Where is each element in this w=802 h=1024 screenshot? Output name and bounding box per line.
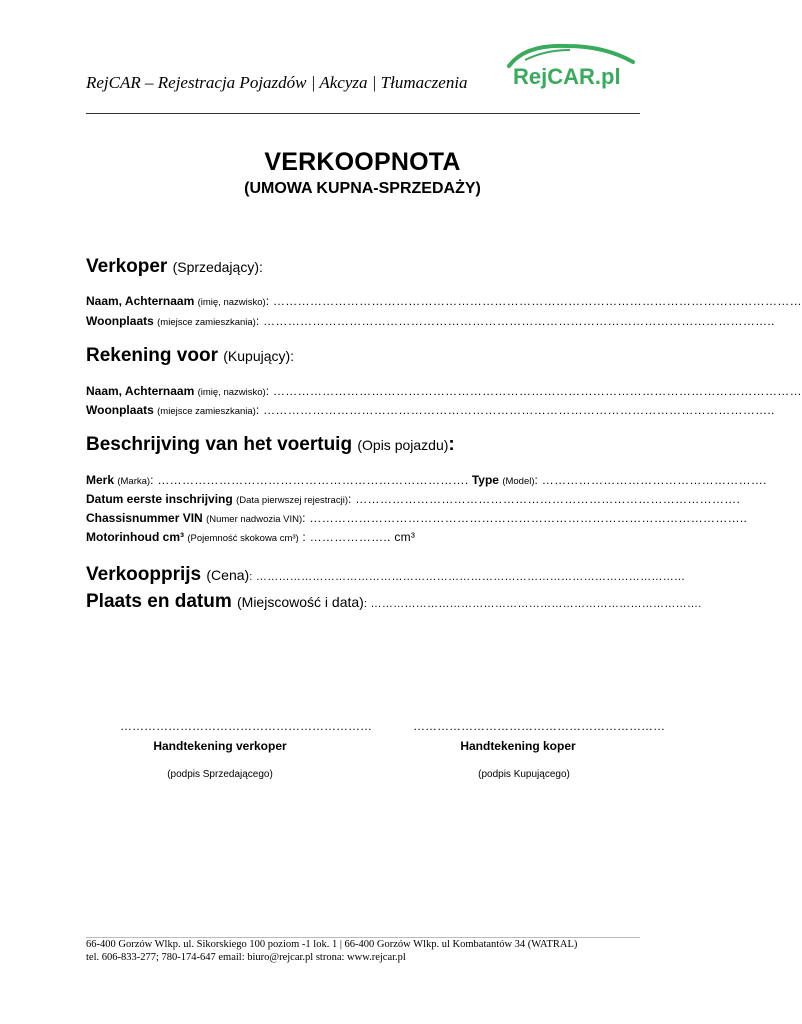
vehicle-heading	[86, 434, 455, 456]
buyer-residence-label: Woonplaats	[86, 403, 154, 417]
buyer-heading-note: (Kupujący):	[223, 348, 295, 364]
vehicle-heading-colon: :	[448, 434, 455, 455]
seller-name-line[interactable]: : …………………………………………………………………………………………………………………	[265, 294, 802, 308]
vin-label: Chassisnummer VIN	[86, 511, 203, 525]
seller-signature-line[interactable]: ………………………………………………………	[120, 719, 372, 733]
type-note: (Model)	[502, 476, 535, 487]
engine-capacity-label: Motorinhoud cm³	[86, 530, 184, 544]
buyer-signature-note: (podpis Kupującego)	[478, 769, 570, 780]
header-text: RejCAR – Rejestracja Pojazdów | Akcyza | Tłumaczenia	[86, 73, 468, 92]
seller-residence-field[interactable]	[86, 314, 775, 328]
seller-residence-line[interactable]: : ……………………………………………………………………………………………………………..	[255, 314, 775, 328]
buyer-heading	[86, 345, 294, 367]
price-note: (Cena)	[206, 567, 250, 583]
buyer-signature-line[interactable]: ………………………………………………………	[413, 719, 665, 733]
footer-address: 66-400 Gorzów Wlkp. ul. Sikorskiego 100 poziom -1 lok. 1 | 66-400 Gorzów Wlkp. ul Kombatantów 34 (WATRAL)	[86, 939, 578, 950]
first-registration-field[interactable]	[86, 492, 740, 506]
seller-name-field[interactable]	[86, 294, 802, 308]
type-line[interactable]: : ……………………………………………….	[534, 473, 767, 487]
engine-capacity-note: (Pojemność skokowa cm³)	[187, 533, 299, 544]
make-note: (Marka)	[117, 476, 151, 487]
vin-field[interactable]	[86, 511, 747, 525]
document-title: VERKOOPNOTA	[264, 148, 461, 176]
buyer-signature-label: Handtekening koper	[460, 739, 576, 753]
seller-heading	[86, 256, 263, 278]
first-registration-label: Datum eerste inschrijving	[86, 492, 233, 506]
document-subtitle: (UMOWA KUPNA-SPRZEDAŻY)	[244, 180, 481, 197]
engine-capacity-line[interactable]: : ……………….. cm³	[298, 530, 416, 544]
seller-signature-label: Handtekening verkoper	[153, 739, 287, 753]
seller-signature-note: (podpis Sprzedającego)	[167, 769, 273, 780]
buyer-residence-line[interactable]: : ……………………………………………………………………………………………………………..	[255, 403, 775, 417]
header-divider	[86, 113, 640, 114]
price-field[interactable]	[86, 564, 685, 586]
engine-capacity-field[interactable]	[86, 530, 415, 544]
seller-name-note: (imię, nazwisko)	[197, 297, 266, 308]
buyer-name-field[interactable]	[86, 384, 802, 398]
vehicle-heading-label: Beschrijving van het voertuig	[86, 434, 353, 455]
svg-text:RejCAR.pl: RejCAR.pl	[513, 64, 621, 89]
footer-divider	[86, 937, 640, 938]
seller-residence-note: (miejsce zamieszkania)	[157, 317, 256, 328]
buyer-name-label: Naam, Achternaam	[86, 384, 195, 398]
first-registration-line[interactable]: : ………………………………………………………………………………….	[347, 492, 741, 506]
vehicle-heading-note: (Opis pojazdu)	[357, 437, 449, 453]
place-date-field[interactable]	[86, 591, 702, 613]
price-label: Verkoopprijs	[86, 564, 202, 585]
seller-heading-note: (Sprzedający):	[172, 259, 263, 275]
type-label: Type	[471, 473, 499, 487]
place-date-label: Plaats en datum	[86, 591, 232, 612]
car-roof-icon	[505, 40, 640, 90]
vehicle-make-type-field[interactable]	[86, 473, 767, 487]
vin-line[interactable]: : ……………………………………………………………………………………………..	[302, 511, 748, 525]
make-label: Merk	[86, 473, 115, 487]
seller-heading-label: Verkoper	[86, 256, 168, 277]
buyer-name-note: (imię, nazwisko)	[197, 387, 266, 398]
rejcar-logo	[505, 40, 640, 90]
buyer-name-line[interactable]: : …………………………………………………………………………………………………………………	[265, 384, 802, 398]
price-line[interactable]: : ……………………………………………………………………………………………………	[249, 571, 686, 583]
buyer-residence-note: (miejsce zamieszkania)	[157, 406, 256, 417]
first-registration-note: (Data pierwszej rejestracji)	[236, 495, 348, 506]
seller-residence-label: Woonplaats	[86, 314, 154, 328]
seller-name-label: Naam, Achternaam	[86, 294, 195, 308]
footer-contact: tel. 606-833-277; 780-174-647 email: biuro@rejcar.pl strona: www.rejcar.pl	[86, 952, 406, 963]
place-date-line[interactable]: : …………………………………………………………………………….	[363, 598, 702, 610]
buyer-heading-label: Rekening voor	[86, 345, 218, 366]
place-date-note: (Miejscowość i data)	[237, 594, 364, 610]
vin-note: (Numer nadwozia VIN)	[206, 514, 303, 525]
buyer-residence-field[interactable]	[86, 403, 775, 417]
make-line[interactable]: : ………………………………………………………………….	[150, 473, 469, 487]
